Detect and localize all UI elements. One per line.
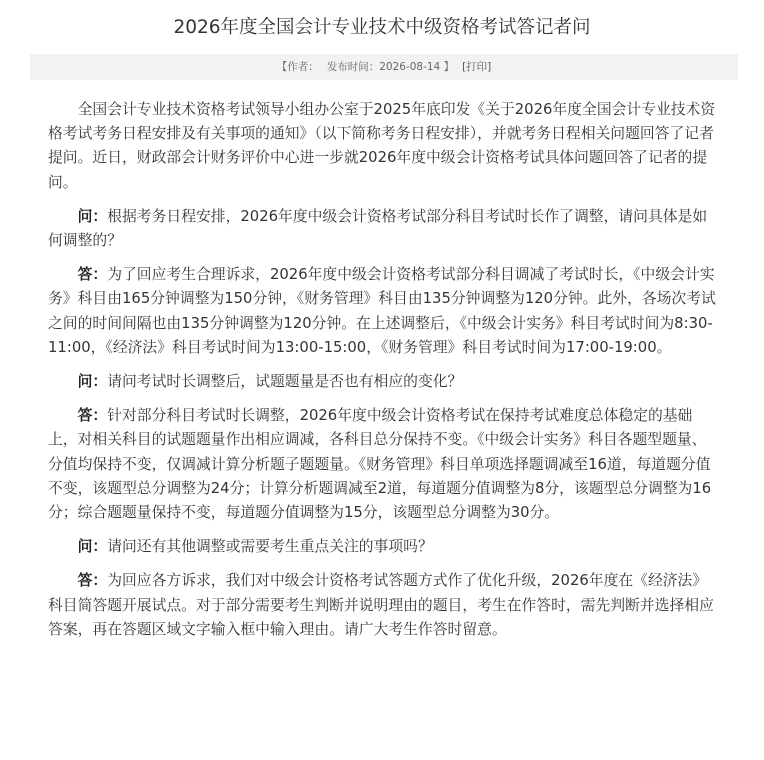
paragraph-text: 请问还有其他调整或需要考生重点关注的事项吗？ <box>107 538 433 556</box>
article-meta-bar <box>30 54 738 80</box>
paragraph-text: 全国会计专业技术资格考试领导小组办公室于2025年底印发《关于2026年度全国会计专业技术资格考试考务日程安排及有关事项的通知》（以下简称考务日程安排），并就考务日程相关问题回答了记者提问。近日，财政部会计财务评价中心进一步就2026年度中级会计资格考试具体问题回答了记者的提问。 <box>48 101 716 191</box>
paragraph-answer-2 <box>48 404 720 525</box>
author-label: 【作者： <box>276 61 319 73</box>
paragraph-intro <box>48 98 720 195</box>
paragraph-text: 请问考试时长调整后，试题题量是否也有相应的变化？ <box>107 373 463 391</box>
question-label: 问： <box>77 538 108 556</box>
paragraph-answer-3 <box>48 569 720 642</box>
paragraph-answer-1 <box>48 263 720 360</box>
paragraph-text: 为回应各方诉求，我们对中级会计资格考试答题方式作了优化升级，2026年度在《经济法》科目简答题开展试点。对于部分需要考生判断并说明理由的题目，考生在作答时，需先判断并选择相应答案，再在答题区域文字输入框中输入理由。请广大考生作答时留意。 <box>48 572 714 638</box>
article-body <box>48 98 720 652</box>
article-title: 2026年度全国会计专业技术中级资格考试答记者问 <box>173 17 591 38</box>
answer-label: 答： <box>77 266 108 284</box>
paragraph-question-2 <box>48 370 720 394</box>
answer-label: 答： <box>77 572 108 590</box>
paragraph-question-1 <box>48 205 720 253</box>
paragraph-text: 为了回应考生合理诉求，2026年度中级会计资格考试部分科目调减了考试时长，《中级会计实务》科目由165分钟调整为150分钟，《财务管理》科目由135分钟调整为120分钟。此外，各场次考试之间的时间间隔也由135分钟调整为120分钟。在上述调整后，《中级会计实务》科目考试时间为8:30-11:00，《经济法》科目考试时间为13:00-15:00，《财务管理》科目考试时间为17:00-19:00。 <box>48 266 716 356</box>
publish-date: 发布时间：2026-08-14 】 <box>326 61 455 73</box>
answer-label: 答： <box>77 407 108 425</box>
question-label: 问： <box>77 207 108 225</box>
paragraph-text: 针对部分科目考试时长调整，2026年度中级会计资格考试在保持考试难度总体稳定的基础上，对相关科目的试题题量作出相应调减，各科目总分保持不变。《中级会计实务》科目各题型题量、分值均保持不变，仅调减计算分析题子题题量。《财务管理》科目单项选择题调减至16道，每道题分值不变，该题型总分调整为24分；计算分析题调减至2道，每道题分值调整为8分，该题型总分调整为16分；综合题题量保持不变，每道题分值调整为15分，该题型总分调整为30分。 <box>48 407 712 522</box>
question-label: 问： <box>77 373 108 391</box>
paragraph-question-3 <box>48 535 720 559</box>
paragraph-text: 根据考务日程安排，2026年度中级会计资格考试部分科目考试时长作了调整，请问具体是如何调整的？ <box>48 207 708 250</box>
print-link[interactable]: [打印] <box>462 61 492 73</box>
